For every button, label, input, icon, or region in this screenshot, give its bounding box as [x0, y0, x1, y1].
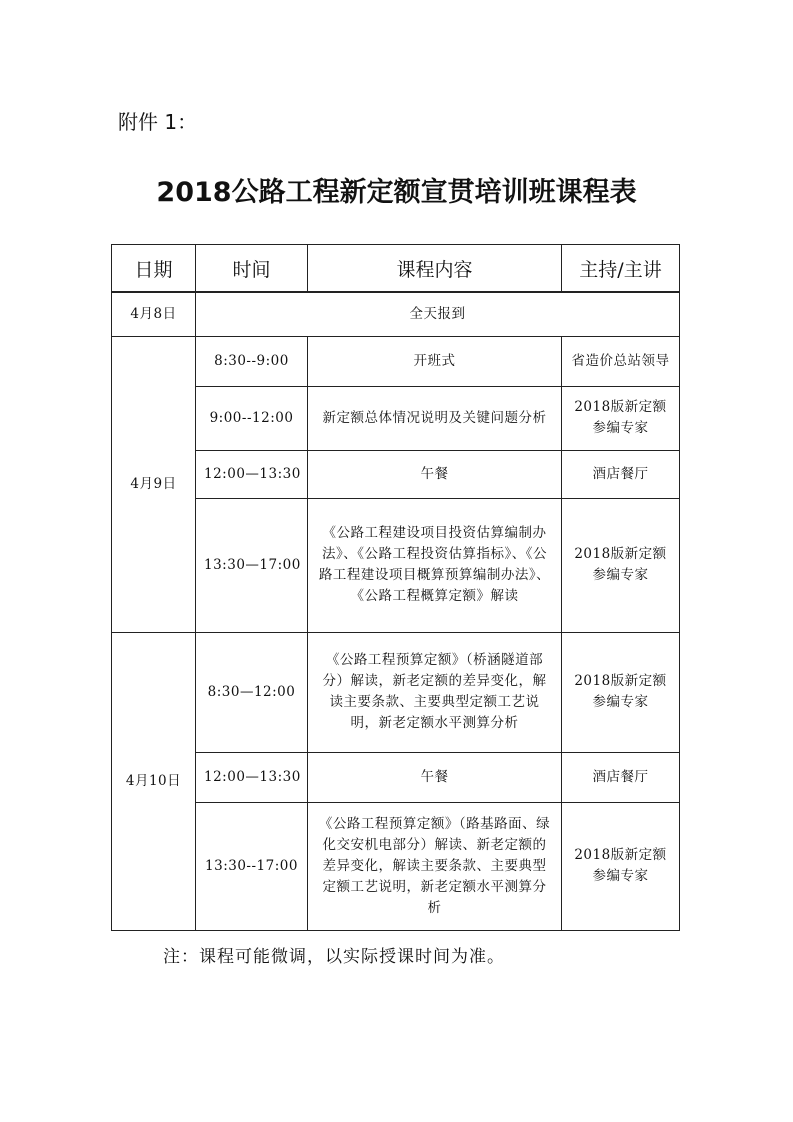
schedule-table: [111, 244, 680, 931]
content-cell: 午餐: [308, 450, 562, 498]
time-cell: 8:30—12:00: [196, 632, 308, 752]
attachment-label: 附件 1：: [118, 110, 198, 134]
content-cell: 《公路工程预算定额》（桥涵隧道部分）解读，新老定额的差异变化，解读主要条款、主要典型定额工艺说明，新老定额水平测算分析: [308, 632, 562, 752]
content-cell: 开班式: [308, 336, 562, 386]
content-cell: 新定额总体情况说明及关键问题分析: [308, 386, 562, 450]
host-cell: 2018版新定额参编专家: [562, 802, 680, 930]
table-row: [112, 336, 680, 386]
host-cell: 2018版新定额参编专家: [562, 386, 680, 450]
date-cell: 4月9日: [112, 336, 196, 632]
host-cell: 省造价总站领导: [562, 336, 680, 386]
table-row: [112, 752, 680, 802]
header-content: 课程内容: [308, 245, 562, 293]
table-row: [112, 632, 680, 752]
host-cell: 2018版新定额参编专家: [562, 498, 680, 632]
time-cell: 8:30--9:00: [196, 336, 308, 386]
header-date: 日期: [112, 245, 196, 293]
table-header-row: [112, 245, 680, 293]
table-row: [112, 498, 680, 632]
page-title: 2018公路工程新定额宣贯培训班课程表: [156, 177, 637, 208]
time-cell: 13:30—17:00: [196, 498, 308, 632]
footnote: 注：课程可能微调，以实际授课时间为准。: [163, 947, 505, 967]
time-cell: 12:00—13:30: [196, 450, 308, 498]
time-cell: 9:00--12:00: [196, 386, 308, 450]
header-host: 主持/主讲: [562, 245, 680, 293]
header-time: 时间: [196, 245, 308, 293]
time-cell: 12:00—13:30: [196, 752, 308, 802]
host-cell: 酒店餐厅: [562, 450, 680, 498]
host-cell: 2018版新定额参编专家: [562, 632, 680, 752]
content-cell: 《公路工程建设项目投资估算编制办法》、《公路工程投资估算指标》、《公路工程建设项目概算预算编制办法》、《公路工程概算定额》解读: [308, 498, 562, 632]
host-cell: 酒店餐厅: [562, 752, 680, 802]
content-cell: 全天报到: [196, 292, 680, 336]
time-cell: 13:30--17:00: [196, 802, 308, 930]
table-row: [112, 386, 680, 450]
content-cell: 午餐: [308, 752, 562, 802]
date-cell: 4月10日: [112, 632, 196, 930]
table-row: [112, 450, 680, 498]
table-row: [112, 292, 680, 336]
content-cell: 《公路工程预算定额》（路基路面、绿化交安机电部分）解读、新老定额的差异变化，解读主要条款、主要典型定额工艺说明，新老定额水平测算分析: [308, 802, 562, 930]
date-cell: 4月8日: [112, 292, 196, 336]
table-row: [112, 802, 680, 930]
